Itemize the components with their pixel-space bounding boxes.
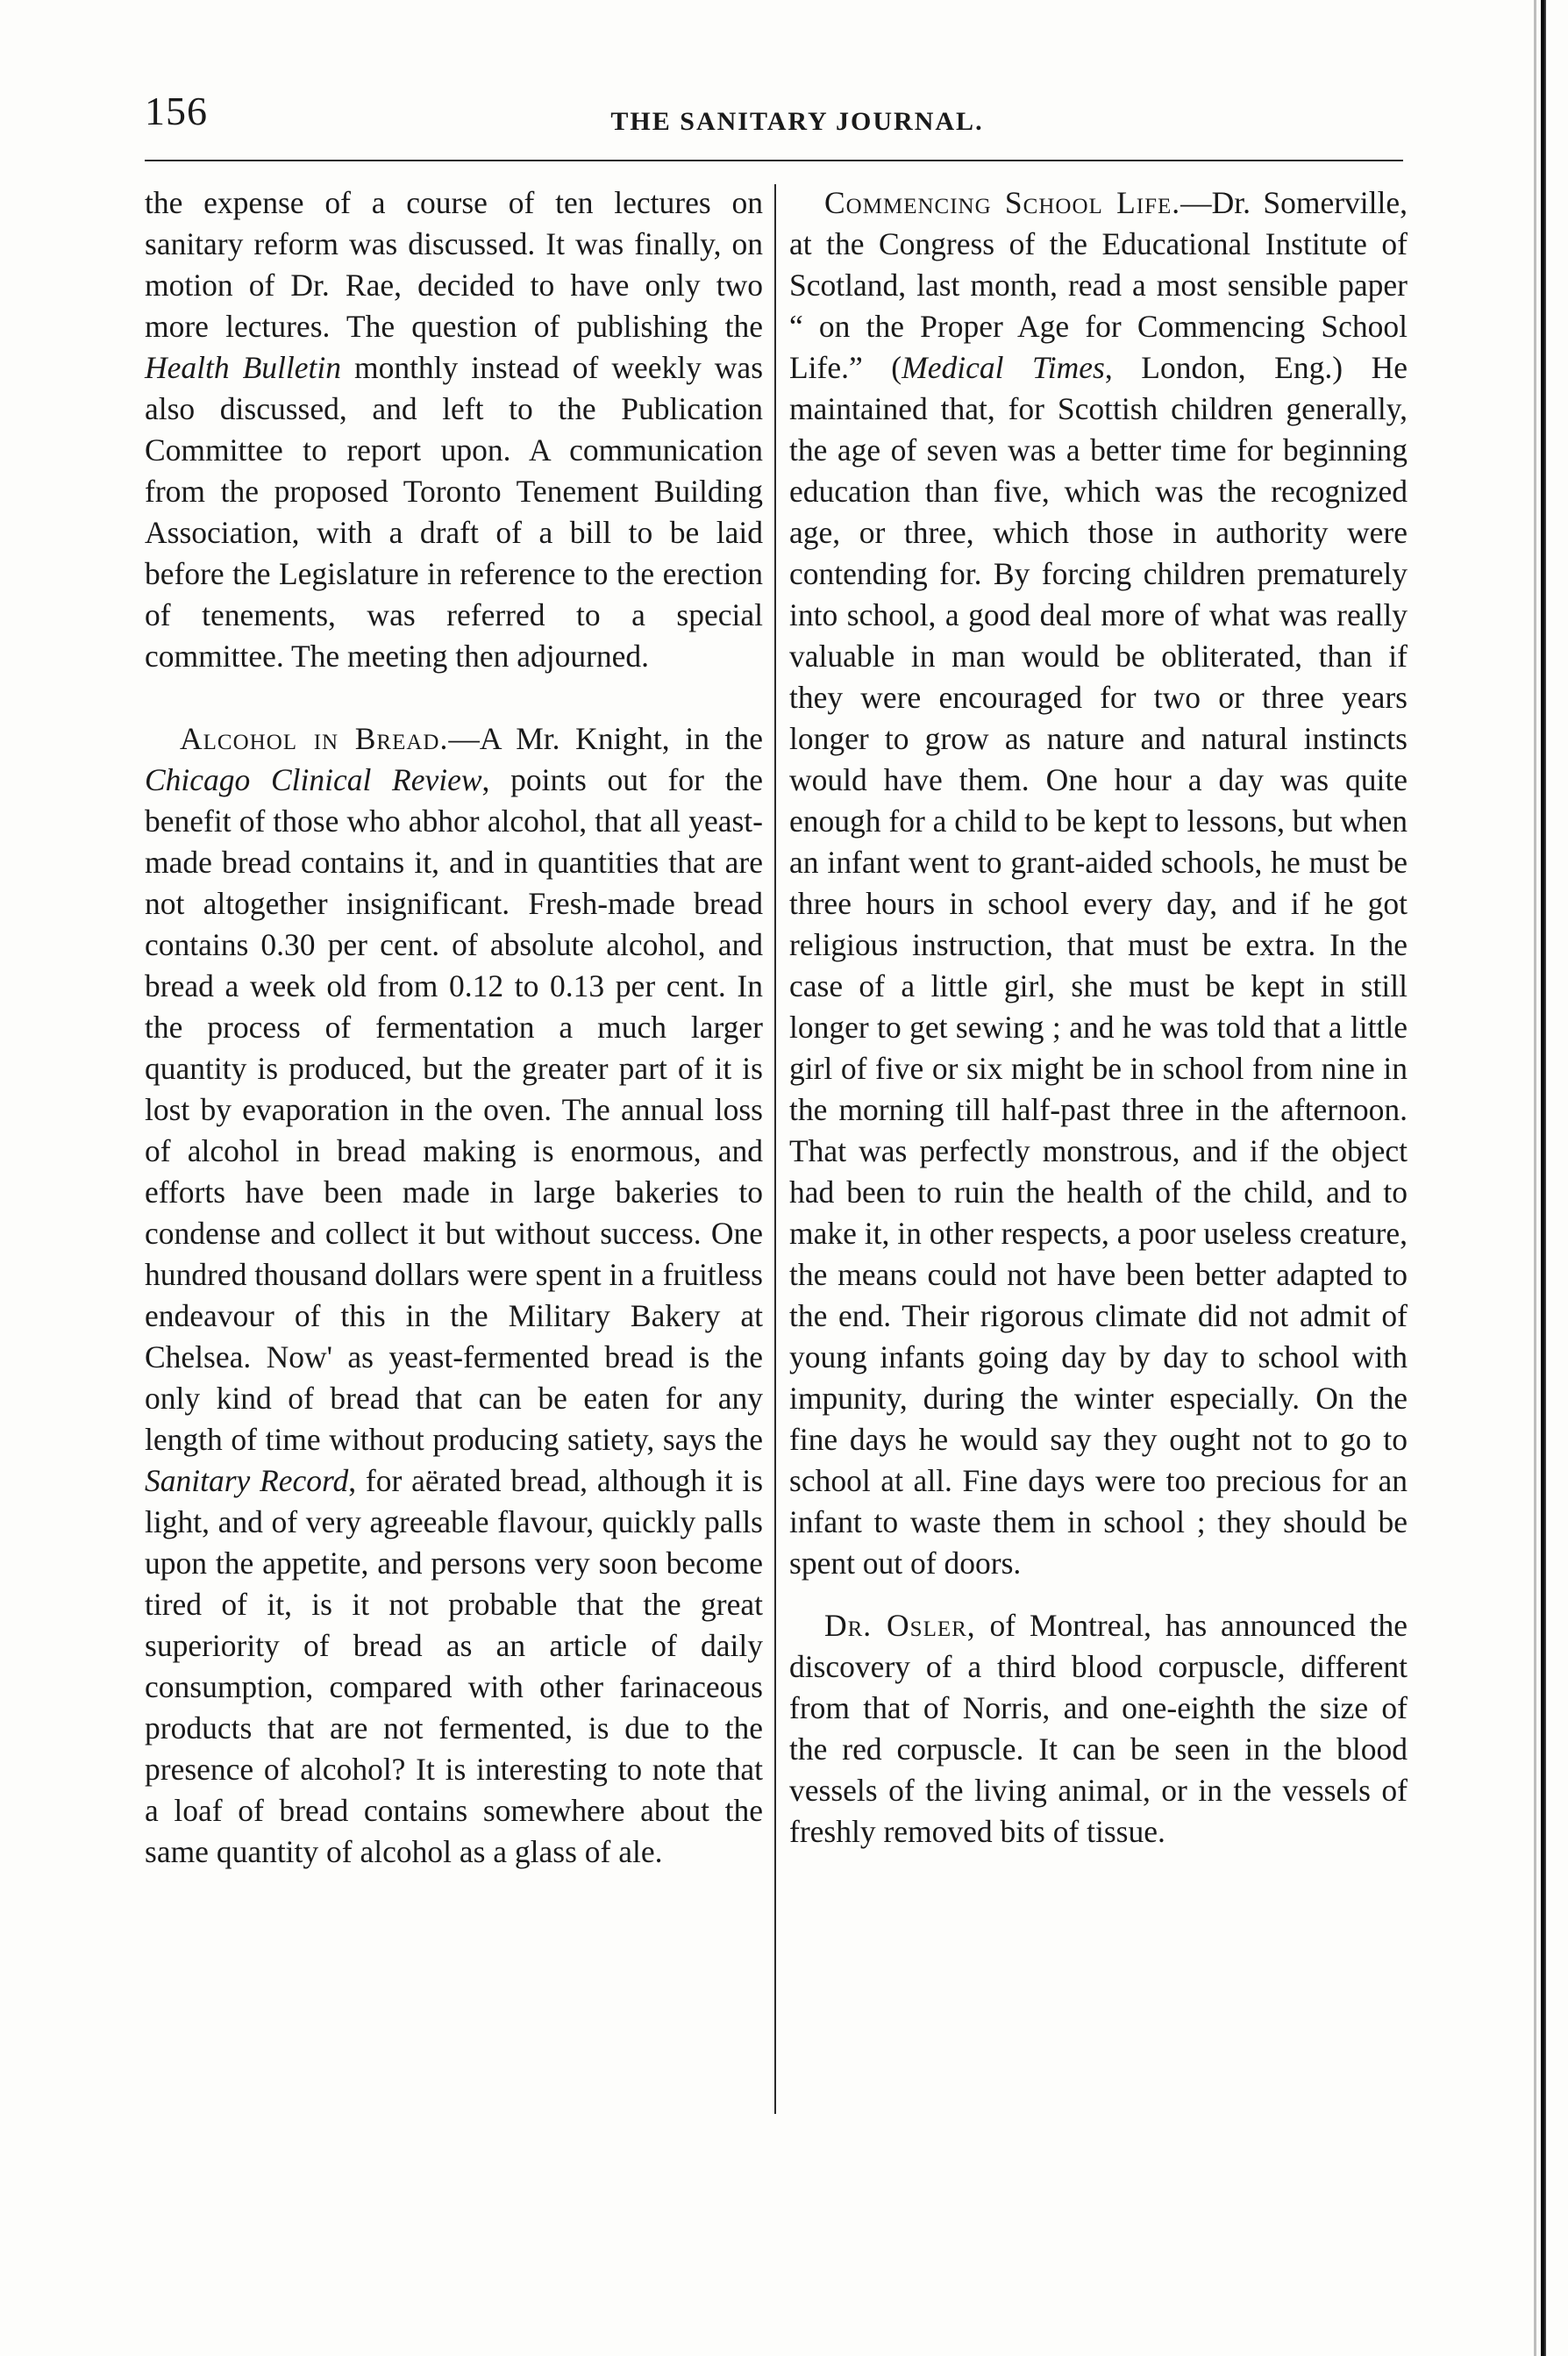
right-column (789, 182, 1408, 1853)
sanitary-record-title: Sanitary Record (145, 1463, 349, 1498)
binding-edge-shadow (1541, 0, 1546, 2356)
journal-running-title: THE SANITARY JOURNAL. (610, 107, 984, 136)
binding-edge-fringe (1534, 0, 1536, 2356)
osler-article: Dr. Osler, of Montreal, has announced the discovery of a third blood corpuscle, different from that of Norris, and one-eighth the size of the red corpuscle. It can be seen in the blood vessels of the living animal, or in the vessels of freshly removed bits of tissue. (789, 1608, 1408, 1849)
school-life-heading: Commencing School Life. (824, 185, 1181, 220)
school-life-article: Commencing School Life.—Dr. Somerville, at the Congress of the Educational Institute of Scotland, last month, read a most sensible paper “ on the Proper Age for Commencing School Life.” (Medical Times, London, Eng.) He maintained that, for Scottish children generally, the age of seven was a better time for beginning education than five, which was the recognized age, or three, which those in authority were contending for. By forcing children prematurely into school, a good deal more of what was really valuable in man would be obliterated, than if they were encouraged for two or three years longer to grow as nature and natural instincts would have them. One hour a day was quite enough for a child to be kept to lessons, but when an infant went to grant-aided schools, he must be three hours in school every day, and if he got religious instruction, that must be extra. In the case of a little girl, she must be kept in still longer to get sewing ; and he was told that a little girl of five or six might be in school from nine in the morning till half-past three in the afternoon. That was perfectly monstrous, and if the object had been to ruin the health of the child, and to make it, in other respects, a poor useless creature, the means could not have been better adapted to the end. Their rigorous climate did not admit of young infants going day by day to school with impunity, during the winter especially. On the fine days he would say they ought not to go to school at all. Fine days were too precious for an infant to waste them in school ; they should be spent out of doors. (789, 185, 1408, 1581)
osler-heading: Dr. Osler, (824, 1608, 976, 1643)
health-bulletin-title: Health Bulletin (145, 350, 341, 385)
header-rule (145, 160, 1403, 161)
medical-times-title: Medical Times (902, 350, 1105, 385)
left-column (145, 182, 763, 1873)
board-meeting-continuation: the expense of a course of ten lectures on sanitary reform was discussed. It was finally, on motion of Dr. Rae, decided to have only two more lectures. The question of publishing the Health Bulletin monthly instead of weekly was also discussed, and left to the Publication Committee to report upon. A communication from the proposed Toronto Tenement Building Association, with a draft of a bill to be laid before the Legislature in reference to the erection of tenements, was referred to a special committee. The meeting then adjourned. (145, 185, 764, 674)
page-number: 156 (145, 89, 208, 133)
alcohol-in-bread-article: Alcohol in Bread.—A Mr. Knight, in the Chicago Clinical Review, points out for the benefit of those who abhor alcohol, that all yeast-made bread contains it, and in quantities that are not altogether insignificant. Fresh-made bread contains 0.30 per cent. of absolute alcohol, and bread a week old from 0.12 to 0.13 per cent. In the process of fermentation a much larger quantity is produced, but the greater part of it is lost by evaporation in the oven. The annual loss of alcohol in bread making is enormous, and efforts have been made in large bakeries to condense and collect it but without success. One hundred thousand dollars were spent in a fruitless endeavour of this in the Military Bakery at Chelsea. Now' as yeast-fermented bread is the only kind of bread that can be eaten for any length of time without producing satiety, says the Sanitary Record, for aërated bread, although it is light, and of very agreeable flavour, quickly palls upon the appetite, and persons very soon become tired of it, is it not probable that the great superiority of bread as an article of daily consumption, compared with other farinaceous products that are not fermented, is due to the presence of alcohol? It is interesting to note that a loaf of bread contains somewhere about the same quantity of alcohol as a glass of ale. (145, 721, 764, 1869)
column-divider (774, 184, 776, 2114)
chicago-clinical-review-title: Chicago Clinical Review (145, 762, 482, 797)
alcohol-in-bread-heading: Alcohol in Bread. (180, 721, 449, 756)
